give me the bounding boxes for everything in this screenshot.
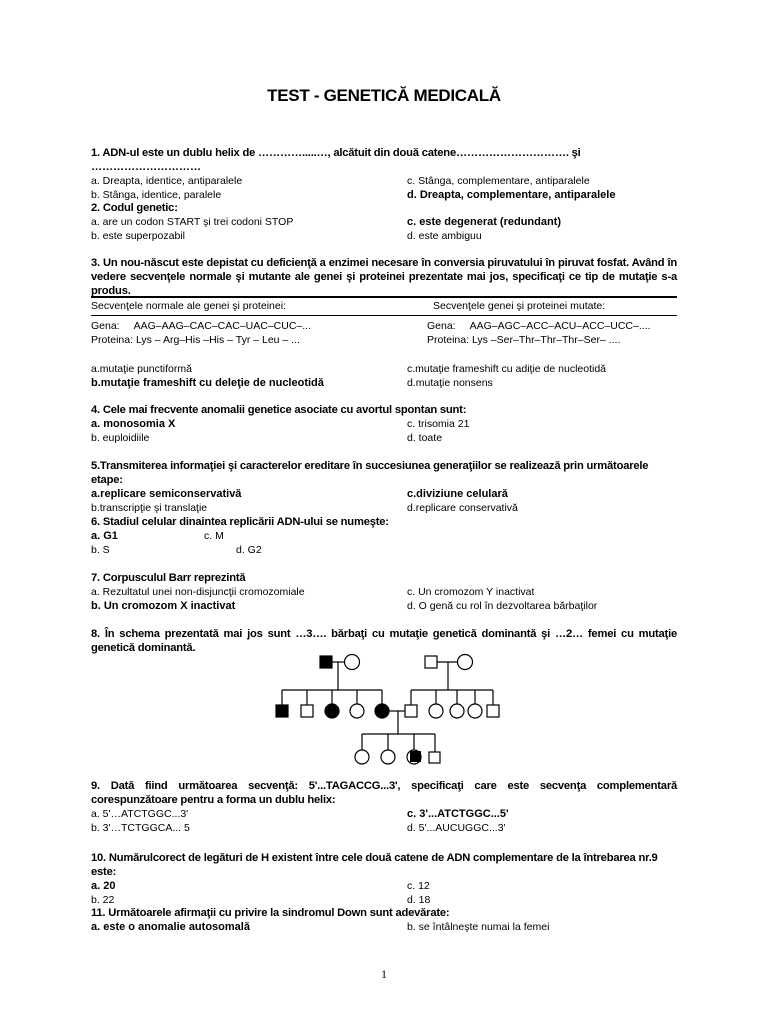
mutant-header: Secvenţele genei şi proteinei mutate: — [433, 300, 606, 312]
q6-option-a: a. G1 — [91, 530, 118, 542]
gen1-right-male — [425, 656, 437, 668]
gen1-left-female — [345, 655, 360, 670]
question-3-text: 3. Un nou-născut este depistat cu deficienţă a enzimei necesare în conversia piruvatului în piruvat fosfat. Având în vedere secvenţele normale şi mutante ale genei şi proteinei prezentate mai jos, specificaţi ce tip de mutaţie s-a produs. — [91, 257, 677, 297]
gen2-male-4 — [487, 705, 499, 717]
gen1-right-female — [458, 655, 473, 670]
question-10 — [91, 851, 677, 907]
question-6-text: 6. Stadiul celular dinaintea replicării ADN-ului se numeşte: — [91, 516, 389, 528]
q2-option-d: d. este ambiguu — [407, 230, 482, 242]
q7-option-d: d. O genă cu rol în dezvoltarea bărbaţilor — [407, 600, 598, 612]
q9-option-b: b. 3'…TCTGGCA... 5 — [91, 822, 190, 834]
q10-option-b: b. 22 — [91, 894, 115, 906]
q9-option-a: a. 5'…ATCTGGC...3' — [91, 808, 189, 820]
q2-option-b: b. este superpozabil — [91, 230, 185, 242]
q5-option-a: a.replicare semiconservativă — [91, 488, 242, 500]
q9-option-c: c. 3'...ATCTGGC...5' — [407, 808, 509, 820]
normal-header: Secvenţele normale ale genei şi proteinei: — [91, 300, 286, 312]
question-10-text: 10. Numărulcorect de legături de H existent între cele două catene de ADN complementare de la întrebarea nr.9 este: — [91, 852, 658, 878]
q11-option-b: b. se întâlneşte numai la femei — [407, 921, 550, 933]
normal-gene: Gena: AAG–AAG–CAC–CAC–UAC–CUC–... — [91, 320, 312, 332]
q7-option-a: a. Rezultatul unei non-disjuncţii cromozomiale — [91, 586, 305, 598]
gen2-female-2 — [350, 704, 364, 718]
q3-option-c: c.mutaţie frameshift cu adiţie de nucleotidă — [407, 363, 607, 375]
q10-option-c: c. 12 — [407, 880, 430, 892]
gen3-female-2 — [381, 750, 395, 764]
q6-option-c: c. M — [204, 530, 224, 542]
mutant-gene: Gena: AAG–AGC–ACC–ACU–ACC–UCC–.... — [427, 320, 651, 332]
gen2-affected-female-1 — [325, 704, 339, 718]
page-number: 1 — [381, 967, 387, 981]
gen2-male-3 — [405, 705, 417, 717]
q4-option-b: b. euploidiile — [91, 432, 150, 444]
q6-option-d: d. G2 — [236, 544, 262, 556]
gen2-female-4 — [429, 704, 443, 718]
q3-option-b: b.mutaţie frameshift cu deleţie de nucleotidă — [91, 377, 324, 389]
gen2-affected-male-1 — [276, 705, 288, 717]
question-8-text: 8. În schema prezentată mai jos sunt …3…. bărbaţi cu mutaţie genetică dominantă şi …2… femei cu mutaţie genetică dominantă. — [91, 628, 677, 654]
gen2-male-2 — [301, 705, 313, 717]
q5-option-d: d.replicare conservativă — [407, 502, 518, 514]
q3-option-d: d.mutaţie nonsens — [407, 377, 493, 389]
gen1-left-affected-male — [320, 656, 332, 668]
gen2-affected-female-3 — [375, 704, 389, 718]
q11-option-a: a. este o anomalie autosomală — [91, 921, 250, 933]
gen2-female-5 — [450, 704, 464, 718]
gen3-male — [429, 752, 440, 763]
question-11 — [91, 906, 677, 934]
question-2-text: 2. Codul genetic: — [91, 202, 178, 214]
question-1-text: 1. ADN-ul este un dublu helix de ………….....…, alcătuit din două catene…………………………. şi ………………………… — [91, 147, 581, 173]
q4-option-a: a. monosomia X — [91, 418, 176, 430]
question-11-text: 11. Următoarele afirmaţii cu privire la sindromul Down sunt adevărate: — [91, 907, 450, 919]
q10-option-a: a. 20 — [91, 880, 116, 892]
q1-option-c: c. Stânga, complementare, antiparalele — [407, 175, 590, 187]
q1-option-d: d. Dreapta, complementare, antiparalele — [407, 189, 616, 201]
q6-option-b: b. S — [91, 544, 110, 556]
q10-option-d: d. 18 — [407, 894, 431, 906]
q7-option-c: c. Un cromozom Y inactivat — [407, 586, 535, 598]
mutant-protein: Proteina: Lys –Ser–Thr–Thr–Thr–Ser– .... — [427, 334, 621, 346]
gen2-female-6 — [468, 704, 482, 718]
q3-option-a: a.mutaţie punctiformă — [91, 363, 192, 375]
question-7-text: 7. Corpusculul Barr reprezintă — [91, 572, 246, 584]
q9-option-d: d. 5'...AUCUGGC...3' — [407, 822, 506, 834]
question-9-text: 9. Dată fiind următoarea secvenţă: 5'...TAGACCG...3', specificaţi care este secvenţa complementară corespunzătoare pentru a forma un dublu helix: — [91, 780, 677, 806]
q7-option-b: b. Un cromozom X inactivat — [91, 600, 236, 612]
question-5-text: 5.Transmiterea informaţiei şi caracterelor ereditare în succesiunea generaţiilor se realizează prin următoarele etape: — [91, 460, 649, 486]
q2-option-c: c. este degenerat (redundant) — [407, 216, 562, 228]
question-9 — [91, 779, 677, 835]
q2-option-a: a. are un codon START şi trei codoni STOP — [91, 216, 294, 228]
q5-option-c: c.diviziune celulară — [407, 488, 508, 500]
normal-protein: Proteina: Lys – Arg–His –His – Tyr – Leu – ... — [91, 334, 300, 346]
q1-option-b: b. Stânga, identice, paralele — [91, 189, 222, 201]
gen3-affected-male — [410, 751, 421, 762]
q4-option-d: d. toate — [407, 432, 443, 444]
question-4-text: 4. Cele mai frecvente anomalii genetice asociate cu avortul spontan sunt: — [91, 404, 467, 416]
page-title: TEST - GENETICĂ MEDICALĂ — [267, 86, 501, 105]
q5-option-b: b.transcripţie şi translaţie — [91, 502, 208, 514]
gen3-female-1 — [355, 750, 369, 764]
q4-option-c: c. trisomia 21 — [407, 418, 470, 430]
q1-option-a: a. Dreapta, identice, antiparalele — [91, 175, 243, 187]
